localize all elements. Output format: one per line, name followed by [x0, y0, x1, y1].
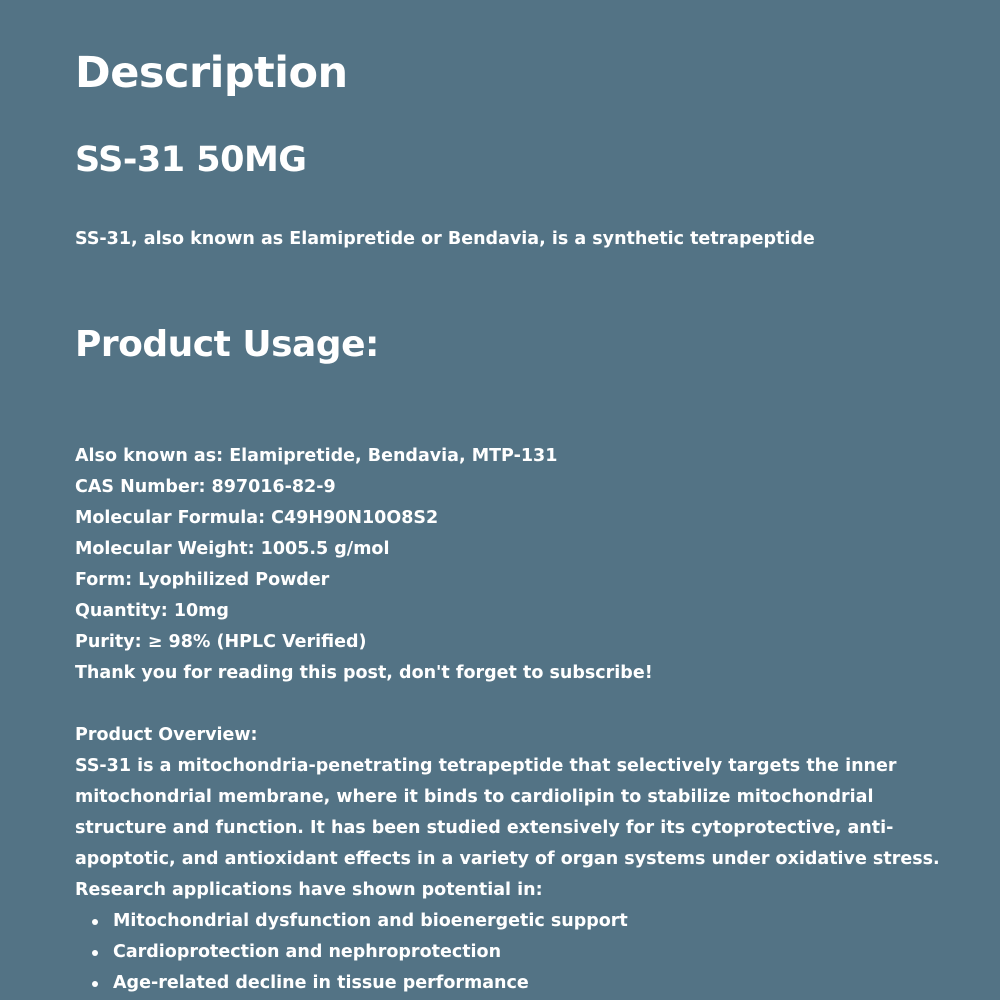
list-item: [75, 937, 955, 968]
spec-quantity: Quantity: 10mg: [75, 601, 229, 621]
spec-molecular-weight: Molecular Weight: 1005.5 g/mol: [75, 539, 390, 559]
intro-text: SS-31, also known as Elamipretide or Bendavia, is a synthetic tetrapeptide: [75, 229, 815, 249]
overview-line: structure and function. It has been studied extensively for its cytoprotective, anti-: [75, 818, 894, 838]
spec-form: Form: Lyophilized Powder: [75, 570, 330, 590]
overview-line: Research applications have shown potential in:: [75, 880, 543, 900]
bullet-icon: [92, 950, 98, 956]
product-details: [75, 441, 955, 999]
overview-line: mitochondrial membrane, where it binds to cardiolipin to stabilize mitochondrial: [75, 787, 874, 807]
bullet-icon: [92, 981, 98, 987]
overview-line: SS-31 is a mitochondria-penetrating tetrapeptide that selectively targets the inner: [75, 756, 897, 776]
page-title: Description: [75, 48, 348, 98]
spec-molecular-formula: Molecular Formula: C49H90N10O8S2: [75, 508, 439, 528]
applications-list: [75, 906, 955, 999]
usage-heading: Product Usage:: [75, 324, 379, 365]
subscribe-note: Thank you for reading this post, don't forget to subscribe!: [75, 663, 653, 683]
spec-cas-number: CAS Number: 897016-82-9: [75, 477, 336, 497]
list-item-text: Mitochondrial dysfunction and bioenergetic support: [113, 911, 628, 931]
list-item-text: Cardioprotection and nephroprotection: [113, 942, 502, 962]
list-item: [75, 968, 955, 999]
product-name: SS-31 50MG: [75, 140, 307, 180]
spacer: [75, 689, 955, 720]
list-item-text: Age-related decline in tissue performance: [113, 973, 529, 993]
bullet-icon: [92, 919, 98, 925]
list-item: [75, 906, 955, 937]
overview-line: apoptotic, and antioxidant effects in a variety of organ systems under oxidative stress.: [75, 849, 940, 869]
spec-also-known-as: Also known as: Elamipretide, Bendavia, MTP-131: [75, 446, 558, 466]
overview-heading: Product Overview:: [75, 725, 258, 745]
spec-purity: Purity: ≥ 98% (HPLC Verified): [75, 632, 367, 652]
